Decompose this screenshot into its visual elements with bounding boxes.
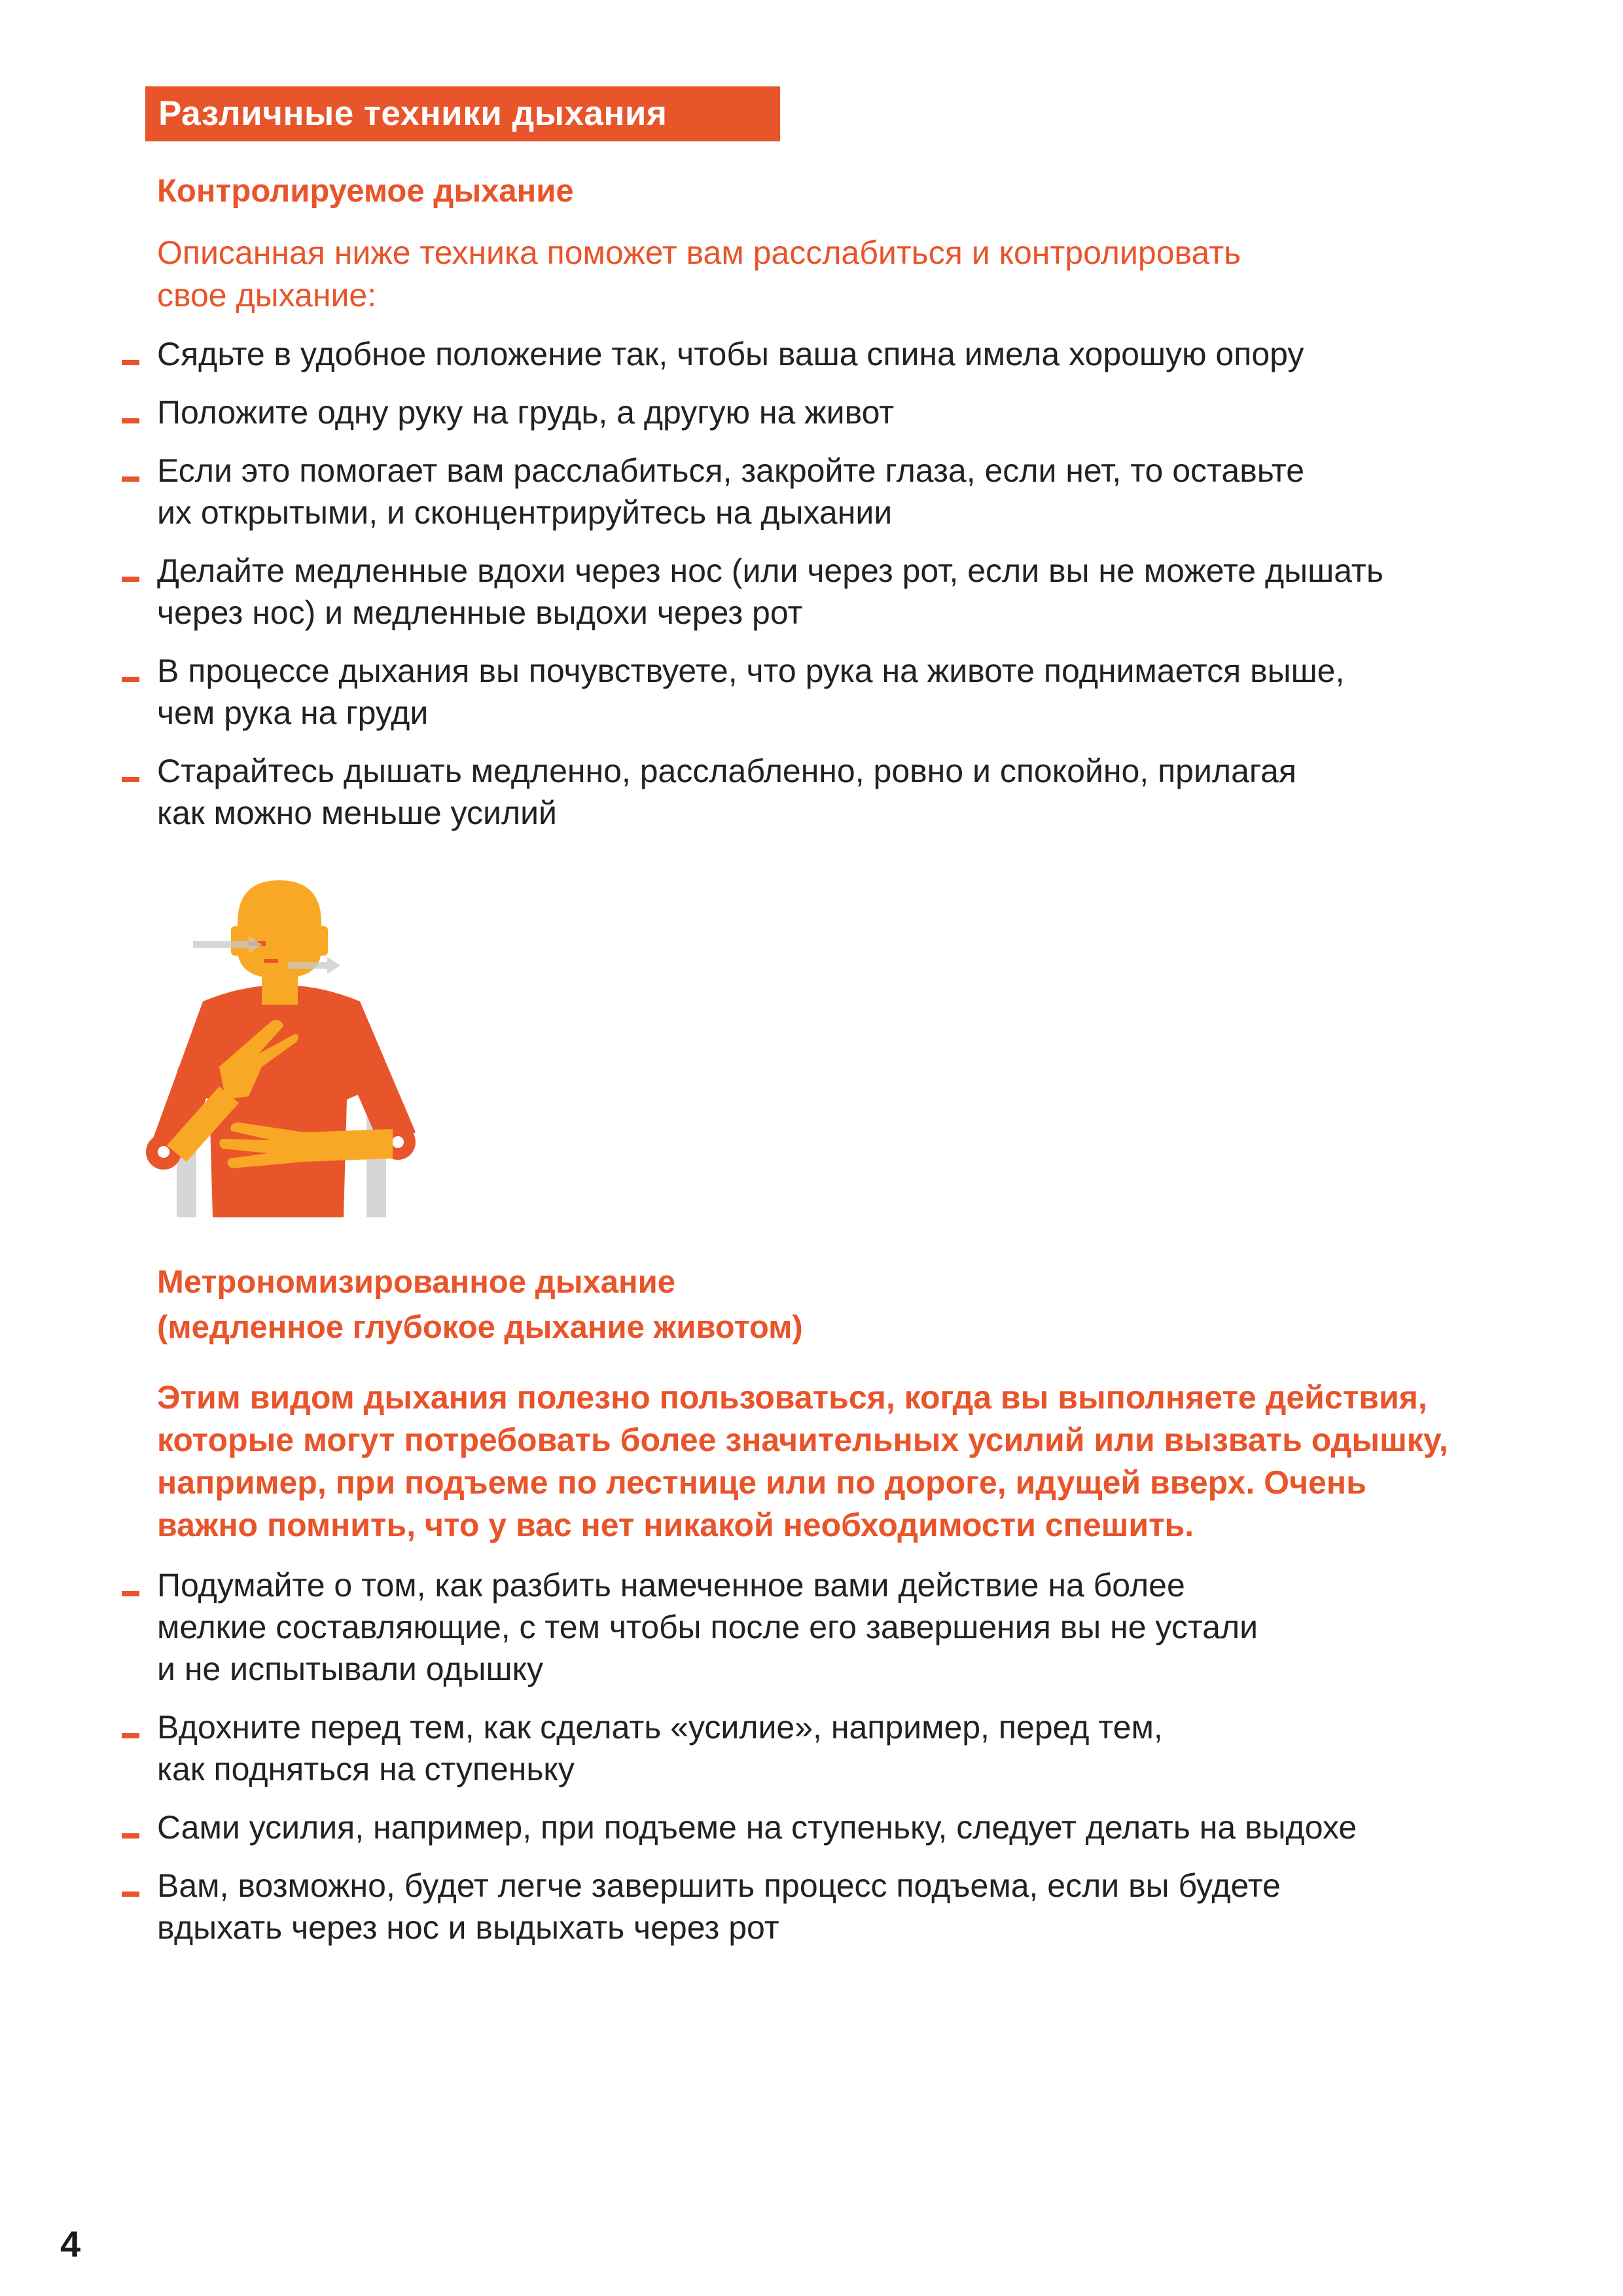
list-item bbox=[0, 650, 1505, 734]
section-intro-paced-breathing bbox=[157, 1376, 1466, 1547]
list-item bbox=[0, 550, 1505, 634]
heading-line: (медленное глубокое дыхание животом) bbox=[157, 1310, 803, 1345]
list-item bbox=[0, 391, 1505, 433]
list-item-text: Старайтесь дышать медленно, расслабленно, ровно и спокойно, прилагая bbox=[157, 753, 1296, 789]
paced-breathing-steps bbox=[0, 1564, 1505, 1965]
bullet-dash-icon bbox=[122, 677, 139, 682]
list-item bbox=[0, 750, 1505, 834]
controlled-breathing-steps bbox=[0, 333, 1505, 850]
ear-shape bbox=[231, 926, 243, 956]
list-item-text: Делайте медленные вдохи через нос (или через рот, если вы не можете дышать bbox=[157, 552, 1383, 589]
section-heading-controlled-breathing: Контролируемое дыхание bbox=[157, 173, 574, 209]
page-number: 4 bbox=[60, 2223, 81, 2265]
list-item bbox=[0, 450, 1505, 533]
bullet-dash-icon bbox=[122, 1833, 139, 1839]
bullet-dash-icon bbox=[122, 577, 139, 582]
left-elbow-dot-icon bbox=[158, 1146, 169, 1158]
bullet-dash-icon bbox=[122, 418, 139, 423]
heading-line: Метрономизированное дыхание bbox=[157, 1265, 676, 1300]
list-item bbox=[0, 1706, 1505, 1790]
list-item-text: В процессе дыхания вы почувствуете, что рука на животе поднимается выше, bbox=[157, 653, 1345, 689]
list-item bbox=[0, 1564, 1505, 1690]
list-item-text: как можно меньше усилий bbox=[157, 795, 557, 831]
bullet-dash-icon bbox=[122, 1733, 139, 1738]
intro-line: которые могут потребовать более значительных усилий или вызвать одышку, bbox=[157, 1422, 1448, 1458]
list-item-text: Подумайте о том, как разбить намеченное вами действие на более bbox=[157, 1567, 1185, 1604]
bullet-dash-icon bbox=[122, 476, 139, 482]
right-elbow-dot-icon bbox=[392, 1136, 404, 1148]
list-item-text: Если это помогает вам расслабиться, закройте глаза, если нет, то оставьте bbox=[157, 452, 1305, 489]
breathing-person-illustration bbox=[141, 870, 455, 1217]
section-intro-controlled-breathing bbox=[157, 232, 1466, 317]
forearm-shape bbox=[304, 1129, 393, 1162]
intro-line: важно помнить, что у вас нет никакой необходимости спешить. bbox=[157, 1507, 1194, 1543]
list-item-text: чем рука на груди bbox=[157, 694, 429, 731]
ear-shape bbox=[316, 926, 328, 956]
list-item-text: и не испытывали одышку bbox=[157, 1651, 544, 1687]
list-item-text: Положите одну руку на грудь, а другую на живот bbox=[157, 394, 895, 431]
section-heading-paced-breathing bbox=[157, 1260, 803, 1350]
list-item-text: мелкие составляющие, с тем чтобы после его завершения вы не устали bbox=[157, 1609, 1258, 1645]
list-item-text: Вдохните перед тем, как сделать «усилие», например, перед тем, bbox=[157, 1709, 1163, 1746]
page-title: Различные техники дыхания bbox=[145, 86, 780, 141]
list-item-text: как подняться на ступеньку bbox=[157, 1751, 575, 1787]
list-item-text: Сами усилия, например, при подъеме на ступеньку, следует делать на выдохе bbox=[157, 1809, 1357, 1846]
list-item-text: их открытыми, и сконцентрируйтесь на дыхании bbox=[157, 494, 893, 531]
list-item bbox=[0, 333, 1505, 375]
list-item bbox=[0, 1806, 1505, 1848]
intro-line: Этим видом дыхания полезно пользоваться, когда вы выполняете действия, bbox=[157, 1379, 1427, 1416]
bullet-dash-icon bbox=[122, 777, 139, 782]
intro-line: Описанная ниже техника поможет вам расслабиться и контролировать bbox=[157, 234, 1241, 271]
mouth-icon bbox=[264, 959, 278, 963]
bullet-dash-icon bbox=[122, 360, 139, 365]
list-item bbox=[0, 1865, 1505, 1948]
list-item-text: Сядьте в удобное положение так, чтобы ваша спина имела хорошую опору bbox=[157, 336, 1304, 372]
intro-line: свое дыхание: bbox=[157, 277, 377, 314]
bullet-dash-icon bbox=[122, 1591, 139, 1596]
list-item-text: Вам, возможно, будет легче завершить процесс подъема, если вы будете bbox=[157, 1867, 1281, 1904]
list-item-text: вдыхать через нос и выдыхать через рот bbox=[157, 1909, 779, 1946]
intro-line: например, при подъеме по лестнице или по дороге, идущей вверх. Очень bbox=[157, 1464, 1366, 1501]
list-item-text: через нос) и медленные выдохи через рот bbox=[157, 594, 803, 631]
bullet-dash-icon bbox=[122, 1892, 139, 1897]
